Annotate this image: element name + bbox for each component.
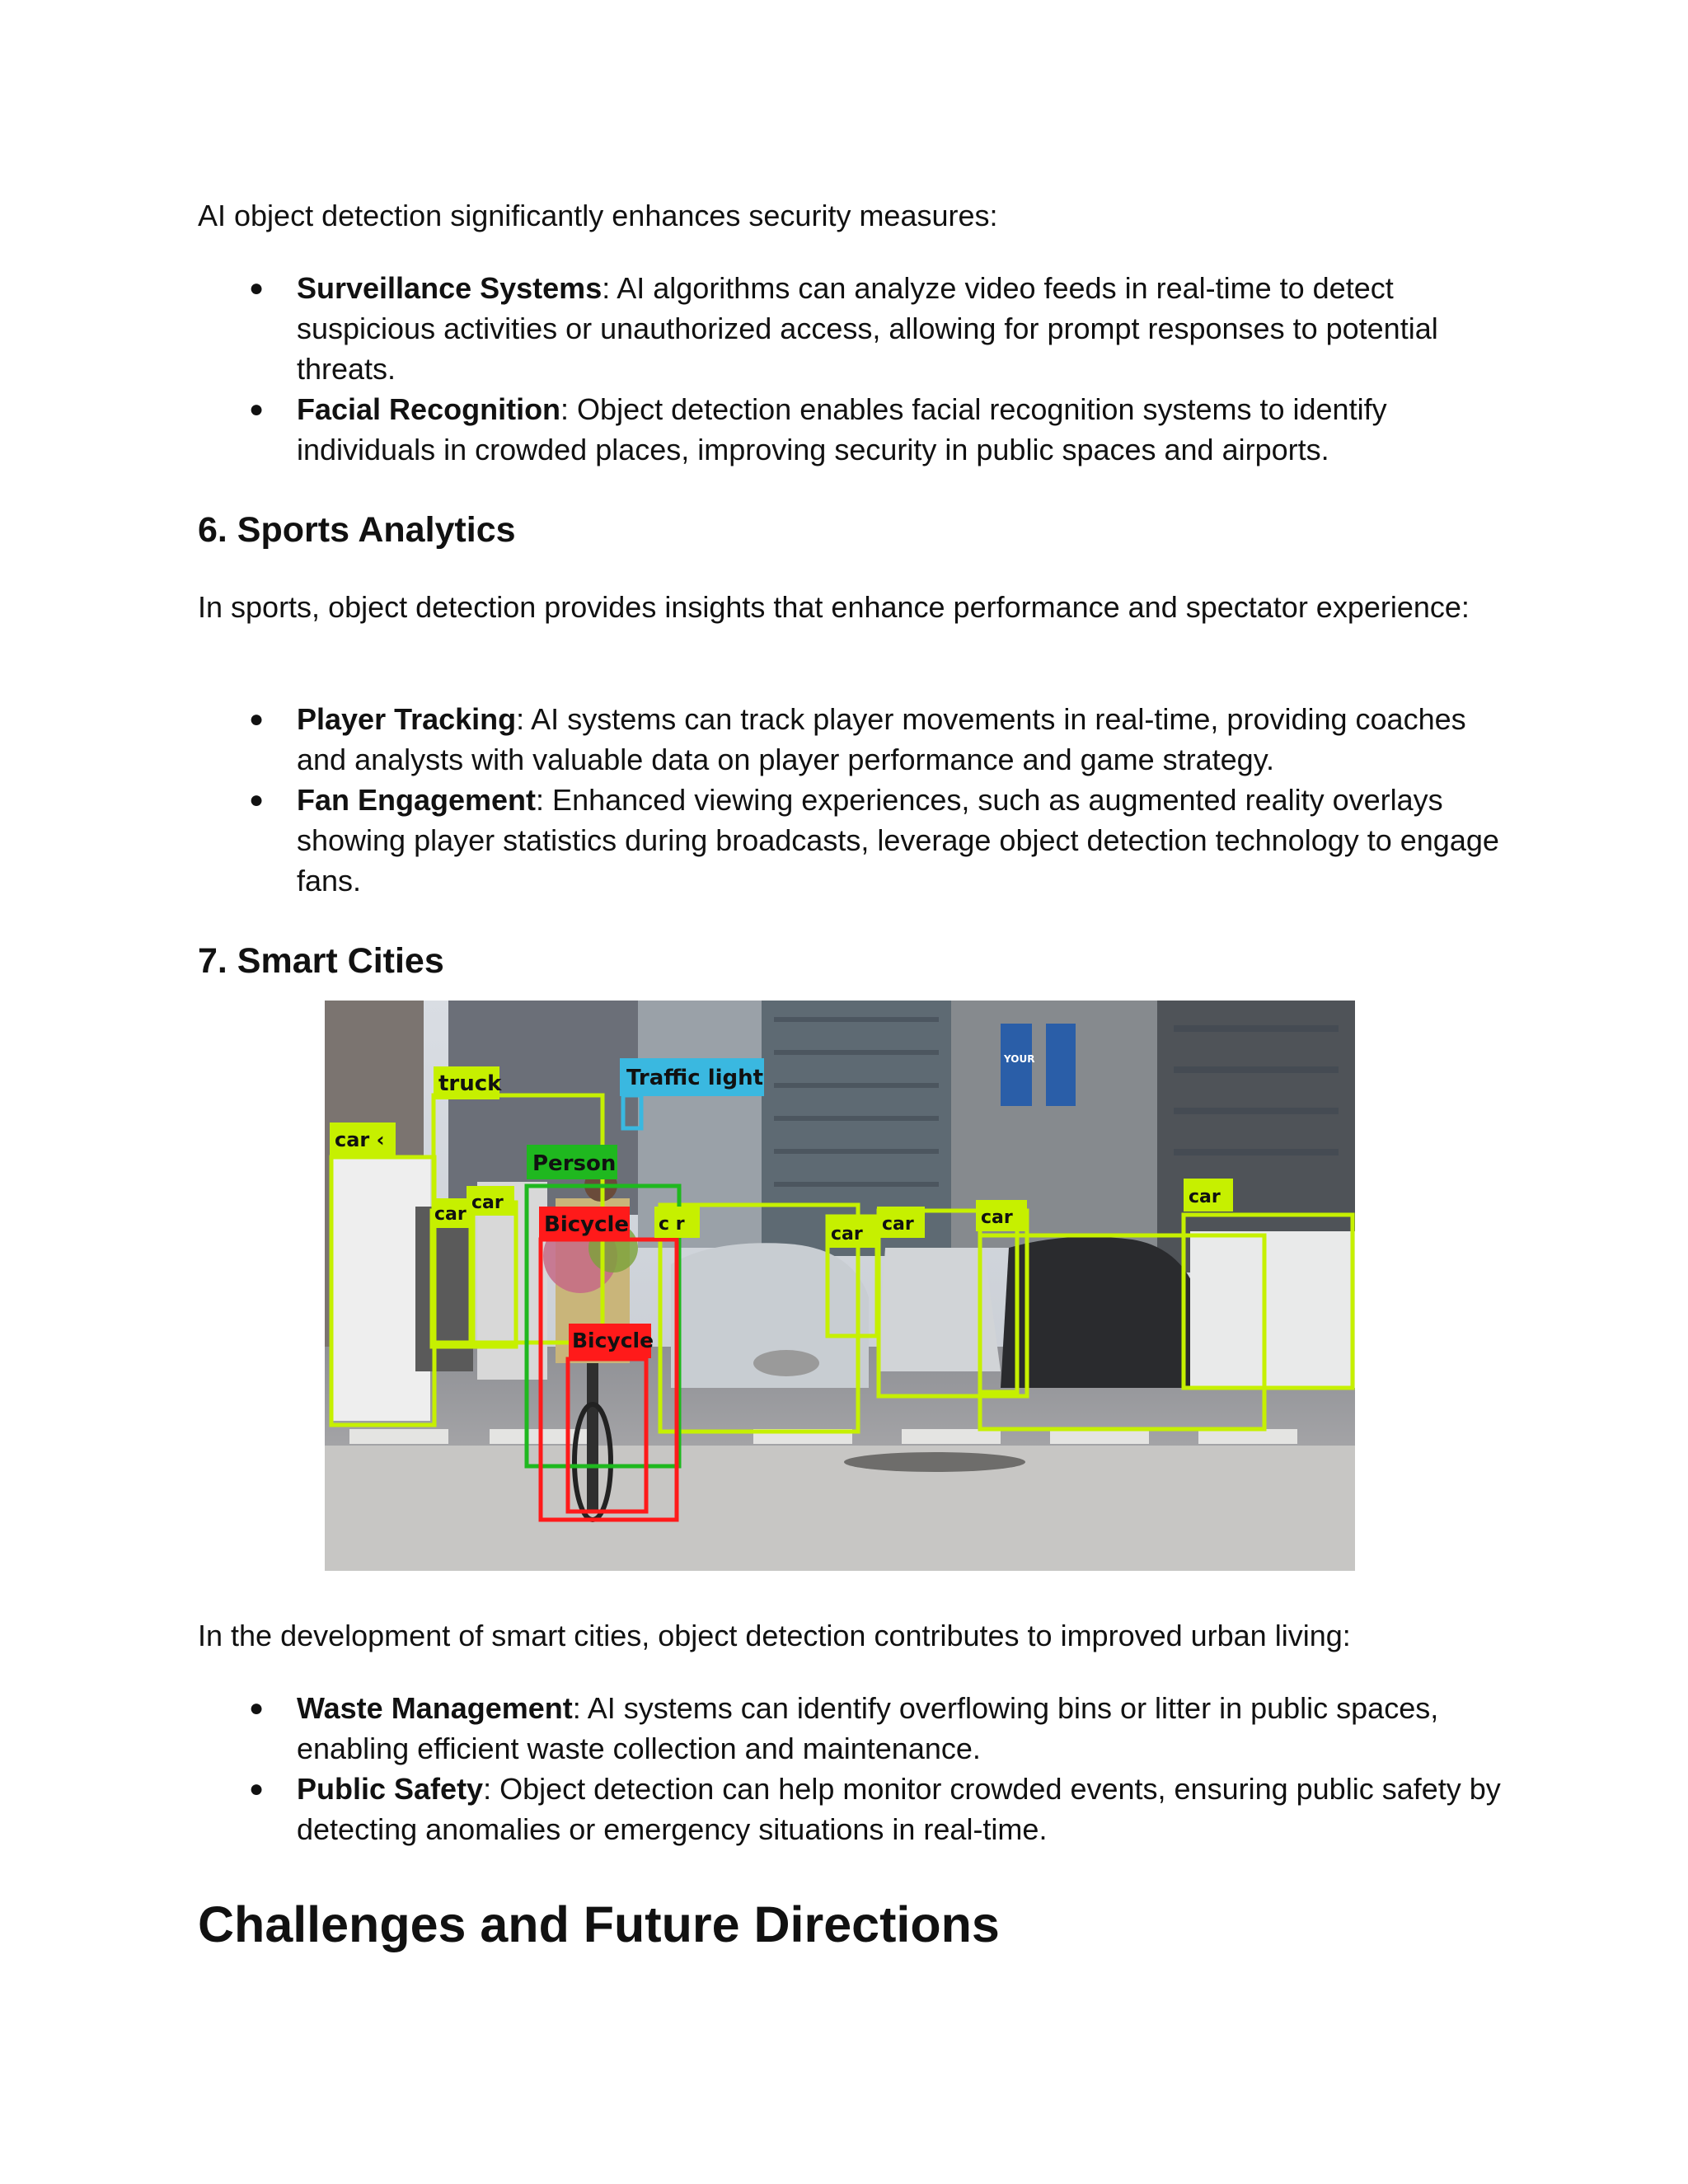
label-car: car bbox=[981, 1207, 1013, 1228]
banner bbox=[1046, 1024, 1076, 1106]
security-list bbox=[198, 268, 1517, 470]
list-item-text: : AI systems can identify overflowing bins or litter in public spaces, enabling efficient waste collection and maintenance. bbox=[297, 1691, 1439, 1765]
car-right bbox=[1190, 1231, 1355, 1388]
cities-list bbox=[198, 1688, 1517, 1849]
list-item bbox=[198, 1769, 1517, 1849]
label-bicycle: Bicycle bbox=[544, 1212, 630, 1237]
list-item bbox=[198, 1688, 1517, 1769]
list-item bbox=[198, 780, 1517, 901]
label-bicycle: Bicycle bbox=[572, 1329, 654, 1352]
banner bbox=[1001, 1024, 1035, 1106]
list-item bbox=[198, 699, 1517, 780]
label-car: car bbox=[434, 1204, 467, 1225]
label-traffic-light: Traffic light bbox=[626, 1066, 764, 1090]
section-heading-sports: 6. Sports Analytics bbox=[198, 510, 516, 550]
list-item-text: : Enhanced viewing experiences, such as augmented reality overlays showing player statistics during broadcasts, leverage object detection technology to engage fans. bbox=[297, 783, 1499, 898]
sports-intro: In sports, object detection provides insights that enhance performance and spectator experience: bbox=[198, 590, 1470, 624]
street-detection-image bbox=[325, 1001, 1355, 1571]
list-item-text: : Object detection can help monitor crowded events, ensuring public safety by detecting anomalies or emergency situations in real-time. bbox=[297, 1772, 1501, 1846]
list-item-term: Fan Engagement bbox=[297, 783, 537, 817]
manhole bbox=[844, 1452, 1025, 1472]
list-item-term: Public Safety bbox=[297, 1772, 484, 1806]
banner-text: YOUR bbox=[1004, 1053, 1035, 1065]
list-item-text: : Object detection enables facial recognition systems to identify individuals in crowded places, improving security in public spaces and airports. bbox=[297, 392, 1387, 466]
label-car: car bbox=[1189, 1187, 1221, 1207]
label-car: c r bbox=[659, 1214, 685, 1235]
cities-intro: In the development of smart cities, object detection contributes to improved urban living: bbox=[198, 1619, 1351, 1652]
list-item-term: Player Tracking bbox=[297, 702, 517, 736]
label-person: Person bbox=[532, 1151, 617, 1176]
label-car: car bbox=[831, 1224, 863, 1244]
label-car: car bbox=[882, 1214, 914, 1235]
bullet-icon: ● bbox=[249, 1694, 265, 1722]
security-intro: AI object detection significantly enhances security measures: bbox=[198, 199, 998, 232]
bullet-icon: ● bbox=[249, 396, 265, 423]
bullet-icon: ● bbox=[249, 705, 265, 733]
section-heading-challenges: Challenges and Future Directions bbox=[198, 1896, 1000, 1952]
list-item-text: : AI algorithms can analyze video feeds in real-time to detect suspicious activities or unauthorized access, allowing for prompt responses to potential threats. bbox=[297, 271, 1438, 386]
list-item bbox=[198, 389, 1517, 470]
label-car: car bbox=[471, 1193, 504, 1213]
crosswalk-area bbox=[325, 1446, 1355, 1571]
list-item-text: : AI systems can track player movements in real-time, providing coaches and analysts with valuable data on player performance and game strategy. bbox=[297, 702, 1466, 776]
label-truck: truck bbox=[438, 1071, 502, 1096]
plate-area bbox=[753, 1350, 819, 1376]
list-item-term: Waste Management bbox=[297, 1691, 573, 1725]
list-item-term: Surveillance Systems bbox=[297, 271, 603, 305]
section-heading-cities: 7. Smart Cities bbox=[198, 941, 444, 981]
list-item-term: Facial Recognition bbox=[297, 392, 561, 426]
car-black bbox=[1001, 1237, 1198, 1388]
bullet-icon: ● bbox=[249, 274, 265, 302]
sports-list bbox=[198, 699, 1517, 901]
bullet-icon: ● bbox=[249, 786, 265, 813]
bicycle-frame bbox=[587, 1363, 598, 1511]
label-car: car ‹ bbox=[335, 1128, 385, 1151]
bullet-icon: ● bbox=[249, 1775, 265, 1802]
list-item bbox=[198, 268, 1517, 389]
